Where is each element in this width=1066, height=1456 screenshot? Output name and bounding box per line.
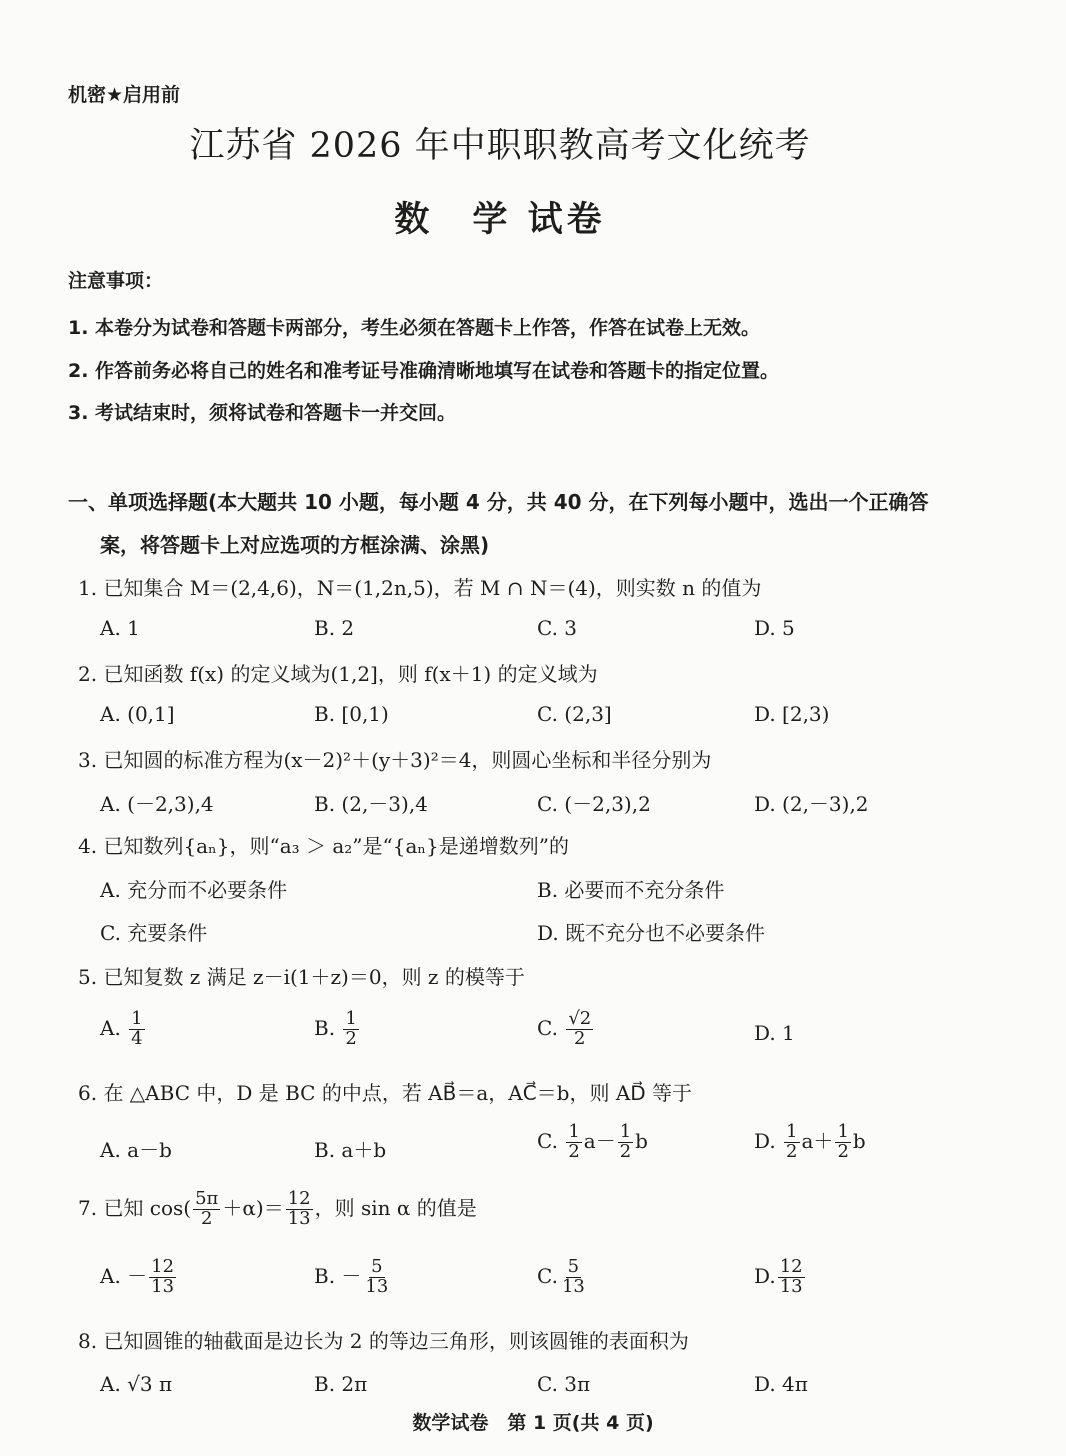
option-letter: A. － (100, 1263, 148, 1288)
option-letter: D. (754, 1263, 776, 1288)
numerator: 5 (371, 1256, 383, 1277)
q1-option-c: C. 3 (537, 616, 578, 640)
denominator: 13 (561, 1275, 585, 1297)
fraction (343, 1010, 358, 1049)
section-heading: 一、单项选择题(本大题共 10 小题，每小题 4 分，共 40 分，在下列每小题中，选出一个正确答 (68, 490, 929, 514)
notice-heading: 注意事项： (68, 270, 164, 292)
q6-option-a: A. a－b (100, 1138, 172, 1162)
q2-option-c: C. (2,3] (537, 702, 612, 726)
q6-option-b: B. a＋b (314, 1138, 387, 1162)
expr-text: b (635, 1128, 648, 1153)
fraction (835, 1123, 850, 1162)
numerator: 1 (786, 1121, 798, 1142)
option-letter: C. (537, 1015, 558, 1040)
numerator: 1 (131, 1008, 143, 1029)
numerator: 12 (779, 1256, 803, 1277)
q3-option-c: C. (－2,3),2 (537, 792, 651, 816)
option-letter: A. (100, 1015, 121, 1040)
denominator: 4 (131, 1027, 143, 1049)
q5-option-c (537, 1010, 595, 1049)
option-letter: D. (754, 1128, 776, 1153)
q8-option-a: A. √3 π (100, 1372, 173, 1396)
q8-option-c: C. 3π (537, 1372, 591, 1396)
q8-option-b: B. 2π (314, 1372, 368, 1396)
numerator: 5π (195, 1188, 219, 1209)
denominator: 13 (365, 1275, 389, 1297)
denominator: 2 (786, 1140, 798, 1162)
fraction (566, 1123, 581, 1162)
numerator: 1 (837, 1121, 849, 1142)
q5-option-b (314, 1010, 361, 1049)
q4-option-d: D. 既不充分也不必要条件 (537, 921, 766, 945)
question-3-stem: 3. 已知圆的标准方程为(x－2)²＋(y＋3)²＝4，则圆心坐标和半径分别为 (78, 748, 712, 772)
expr-text: b (852, 1128, 866, 1153)
q4-option-c: C. 充要条件 (100, 921, 208, 945)
fraction (363, 1258, 390, 1297)
fraction (560, 1258, 587, 1297)
expr-text: a＋ (801, 1128, 834, 1153)
question-4-stem: 4. 已知数列{aₙ}，则“a₃ ＞ a₂”是“{aₙ}是递增数列”的 (78, 834, 569, 858)
fraction (193, 1190, 220, 1229)
q7-option-b (314, 1258, 392, 1297)
numerator: √2 (568, 1008, 592, 1029)
fraction (566, 1010, 593, 1049)
notice-item: 1. 本卷分为试卷和答题卡两部分，考生必须在答题卡上作答，作答在试卷上无效。 (68, 317, 761, 339)
denominator: 2 (201, 1207, 213, 1229)
fraction (618, 1123, 633, 1162)
denominator: 2 (345, 1027, 357, 1049)
expr-text: 7. 已知 cos( (78, 1195, 192, 1220)
option-letter: B. － (314, 1263, 362, 1288)
q3-option-b: B. (2,－3),4 (314, 792, 428, 816)
q6-option-d (754, 1123, 866, 1162)
denominator: 2 (837, 1140, 849, 1162)
confidential-label: 机密★启用前 (68, 84, 181, 106)
q2-option-a: A. (0,1] (100, 702, 175, 726)
denominator: 2 (568, 1140, 580, 1162)
denominator: 13 (151, 1275, 175, 1297)
fraction (149, 1258, 176, 1297)
q1-option-b: B. 2 (314, 616, 355, 640)
expr-text: a－ (583, 1128, 616, 1153)
q1-option-a: A. 1 (100, 616, 140, 640)
denominator: 2 (619, 1140, 632, 1162)
question-2-stem: 2. 已知函数 f(x) 的定义域为(1,2]，则 f(x＋1) 的定义域为 (78, 662, 598, 686)
question-8-stem: 8. 已知圆锥的轴截面是边长为 2 的等边三角形，则该圆锥的表面积为 (78, 1329, 689, 1353)
exam-title: 江苏省 2026 年中职职教高考文化统考 (189, 126, 811, 166)
numerator: 1 (619, 1121, 632, 1142)
q3-option-a: A. (－2,3),4 (100, 792, 214, 816)
q1-option-d: D. 5 (754, 616, 795, 640)
q6-option-c (537, 1123, 648, 1162)
expr-text: ＋α)＝ (222, 1195, 284, 1220)
numerator: 1 (568, 1121, 580, 1142)
option-letter: B. (314, 1015, 336, 1040)
option-letter: C. (537, 1263, 558, 1288)
q4-option-a: A. 充分而不必要条件 (100, 878, 288, 902)
numerator: 1 (345, 1008, 357, 1029)
question-5-stem: 5. 已知复数 z 满足 z－i(1＋z)＝0，则 z 的模等于 (78, 965, 525, 989)
q4-option-b: B. 必要而不充分条件 (537, 878, 725, 902)
denominator: 13 (779, 1275, 803, 1297)
denominator: 2 (574, 1027, 586, 1049)
q2-option-d: D. [2,3) (754, 702, 830, 726)
section-heading-cont: 案，将答题卡上对应选项的方框涂满、涂黑) (100, 533, 490, 557)
notice-item: 2. 作答前务必将自己的姓名和准考证号准确清晰地填写在试卷和答题卡的指定位置。 (68, 360, 780, 382)
q7-option-c (537, 1258, 589, 1297)
q5-option-a (100, 1010, 147, 1049)
expr-text: ，则 sin α 的值是 (314, 1195, 477, 1220)
q7-option-a (100, 1258, 178, 1297)
question-1-stem: 1. 已知集合 M＝(2,4,6)，N＝(1,2n,5)，若 M ∩ N＝(4)，则实数 n 的值为 (78, 576, 762, 600)
fraction (286, 1190, 313, 1229)
option-letter: C. (537, 1128, 558, 1153)
numerator: 12 (151, 1256, 175, 1277)
exam-subtitle: 数 学 试卷 (394, 200, 606, 240)
fraction (778, 1258, 805, 1297)
fraction (129, 1010, 144, 1049)
q5-option-d: D. 1 (754, 1021, 795, 1045)
q3-option-d: D. (2,－3),2 (754, 792, 869, 816)
notice-item: 3. 考试结束时，须将试卷和答题卡一并交回。 (68, 402, 457, 424)
question-7-stem (78, 1190, 477, 1229)
numerator: 12 (287, 1188, 311, 1209)
question-6-stem: 6. 在 △ABC 中，D 是 BC 的中点，若 AB⃗＝a，AC⃗＝b，则 AD⃗ 等于 (78, 1081, 693, 1105)
page-footer: 数学试卷 第 1 页(共 4 页) (412, 1412, 654, 1434)
numerator: 5 (567, 1256, 580, 1277)
q8-option-d: D. 4π (754, 1372, 808, 1396)
denominator: 13 (287, 1207, 311, 1229)
fraction (784, 1123, 799, 1162)
q2-option-b: B. [0,1) (314, 702, 389, 726)
q7-option-d (754, 1258, 807, 1297)
